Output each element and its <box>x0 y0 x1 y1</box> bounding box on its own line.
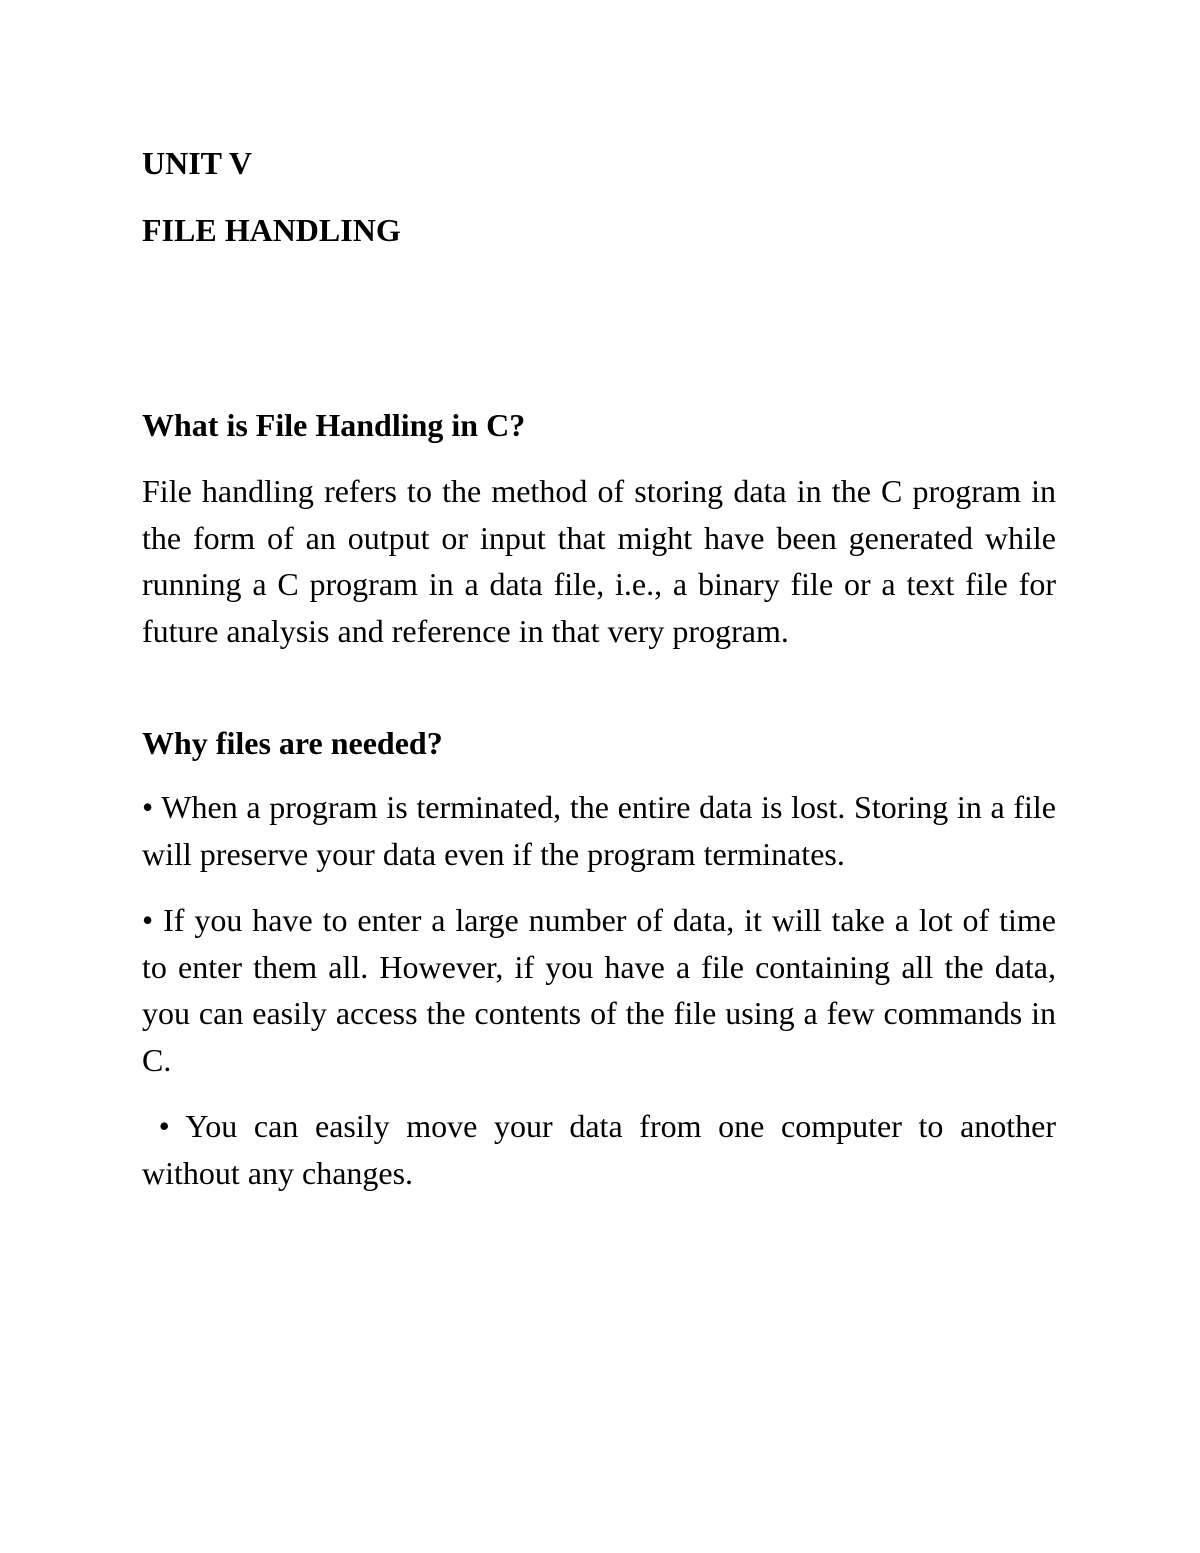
bullet-item-data-lost <box>142 784 1056 877</box>
bullet-text: If you have to enter a large number of data, it will take a lot of time to enter them all. However, if you have a file containing all the data, you can easily access the contents of the file using a few commands in C. <box>142 902 1057 1078</box>
bullet-text: When a program is terminated, the entire data is lost. Storing in a file will preserve your data even if the program terminates. <box>142 789 1056 872</box>
section-title: FILE HANDLING <box>142 212 401 248</box>
bullet-symbol: • <box>158 1108 170 1144</box>
document-content <box>142 140 1056 1196</box>
bullet-symbol: • <box>142 789 154 825</box>
bullet-item-large-data <box>142 897 1056 1083</box>
unit-title: UNIT V <box>142 145 252 181</box>
bullet-item-move-data <box>142 1103 1056 1196</box>
question-heading-why-files-needed: Why files are needed? <box>142 725 443 761</box>
question-heading-what-is-file-handling: What is File Handling in C? <box>142 407 526 443</box>
bullet-symbol: • <box>142 902 154 938</box>
bullet-text: You can easily move your data from one computer to another without any changes. <box>142 1108 1057 1191</box>
file-handling-definition-paragraph: File handling refers to the method of storing data in the C program in the form of an output or input that might have been generated while running a C program in a data file, i.e., a binary file or a text file for future analysis and reference in that very program. <box>142 473 1056 649</box>
